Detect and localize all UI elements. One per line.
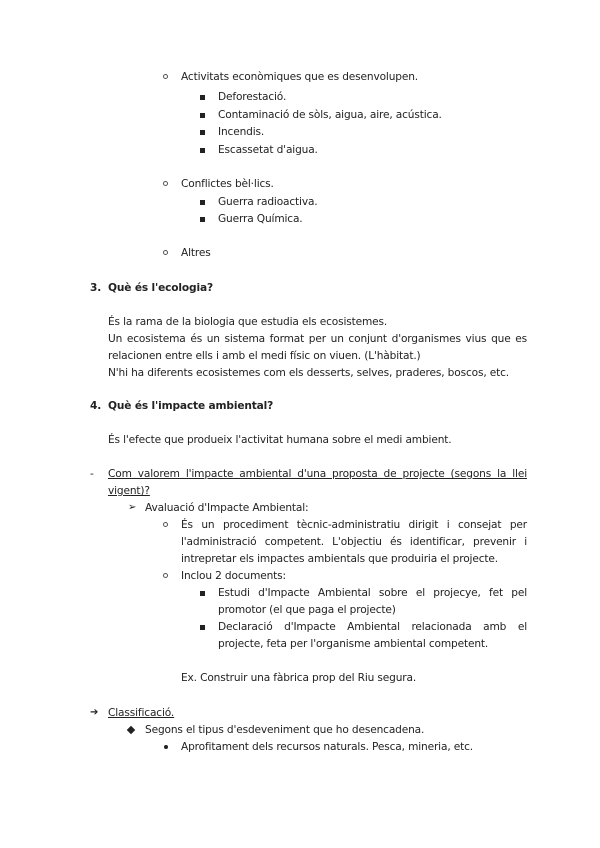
documents-item: Inclou 2 documents: bbox=[181, 570, 286, 582]
section-number: 3. bbox=[90, 282, 102, 294]
paragraph-line: És un procediment tècnic-administratiu dirigit i consejat per bbox=[181, 519, 527, 531]
list-item: Aprofitament dels recursos naturals. Pesca, mineria, etc. bbox=[181, 741, 474, 753]
paragraph-line: Un ecosistema és un sistema format per un conjunt d'organismes vius que es bbox=[108, 333, 527, 345]
segons-item: Segons el tipus d'esdeveniment que ho desencadena. bbox=[145, 724, 425, 736]
hollow-bullet-icon bbox=[163, 250, 168, 255]
square-bullet-icon bbox=[200, 113, 205, 118]
dash-bullet: - bbox=[90, 468, 94, 480]
list-item: Deforestació. bbox=[218, 91, 287, 103]
example-line: Ex. Construir una fàbrica prop del Riu segura. bbox=[181, 672, 417, 684]
list-item: Escassetat d'aigua. bbox=[218, 144, 318, 156]
arrow-right-icon: ➔ bbox=[90, 707, 99, 718]
paragraph-line: projecte, feta per l'organisme ambiental competent. bbox=[218, 638, 489, 650]
hollow-bullet-icon bbox=[163, 181, 168, 186]
valoracio-question: Com valorem l'impacte ambiental d'una proposta de projecte (segons la llei bbox=[108, 468, 527, 480]
paragraph-line: Estudi d'Impacte Ambiental sobre el projecye, fet pel bbox=[218, 587, 527, 599]
activitats-item: Activitats econòmiques que es desenvolupen. bbox=[181, 71, 419, 83]
hollow-bullet-icon bbox=[163, 522, 168, 527]
paragraph-line: promotor (el que paga el projecte) bbox=[218, 604, 396, 616]
paragraph-line: N'hi ha diferents ecosistemes com els desserts, selves, praderes, boscos, etc. bbox=[108, 367, 510, 379]
arrowhead-bullet-icon: ➢ bbox=[128, 502, 137, 513]
square-bullet-icon bbox=[200, 200, 205, 205]
eia-heading: Avaluació d'Impacte Ambiental: bbox=[145, 502, 309, 514]
dot-bullet-icon bbox=[164, 745, 168, 749]
section-number: 4. bbox=[90, 400, 102, 412]
square-bullet-icon bbox=[200, 130, 205, 135]
list-item: Guerra radioactiva. bbox=[218, 196, 318, 208]
section-heading-impacte: Què és l'impacte ambiental? bbox=[108, 400, 274, 412]
hollow-bullet-icon bbox=[163, 573, 168, 578]
paragraph-line: És la rama de la biologia que estudia els ecosistemes. bbox=[108, 316, 388, 328]
paragraph-line: l'administració competent. L'objectiu és identificar, prevenir i bbox=[181, 536, 527, 548]
altres-item: Altres bbox=[181, 247, 211, 259]
paragraph-line: Declaració d'Impacte Ambiental relacionada amb el bbox=[218, 621, 527, 633]
classificacio-heading: Classificació. bbox=[108, 707, 175, 719]
paragraph-line: És l'efecte que produeix l'activitat humana sobre el medi ambient. bbox=[108, 434, 452, 446]
square-bullet-icon bbox=[200, 148, 205, 153]
paragraph-line: intrepretar els impactes ambientals que produiria el projecte. bbox=[181, 553, 498, 565]
diamond-bullet-icon bbox=[127, 726, 135, 734]
square-bullet-icon bbox=[200, 217, 205, 222]
list-item: Guerra Química. bbox=[218, 213, 303, 225]
square-bullet-icon bbox=[200, 625, 205, 630]
section-heading-ecologia: Què és l'ecologia? bbox=[108, 282, 213, 294]
valoracio-question-cont: vigent)? bbox=[108, 485, 150, 497]
conflictes-item: Conflictes bèl·lics. bbox=[181, 178, 274, 190]
hollow-bullet-icon bbox=[163, 74, 168, 79]
square-bullet-icon bbox=[200, 95, 205, 100]
list-item: Contaminació de sòls, aigua, aire, acústica. bbox=[218, 109, 442, 121]
paragraph-line: relacionen entre ells i amb el medi físic on viuen. (L'hàbitat.) bbox=[108, 350, 421, 362]
square-bullet-icon bbox=[200, 591, 205, 596]
list-item: Incendis. bbox=[218, 126, 265, 138]
